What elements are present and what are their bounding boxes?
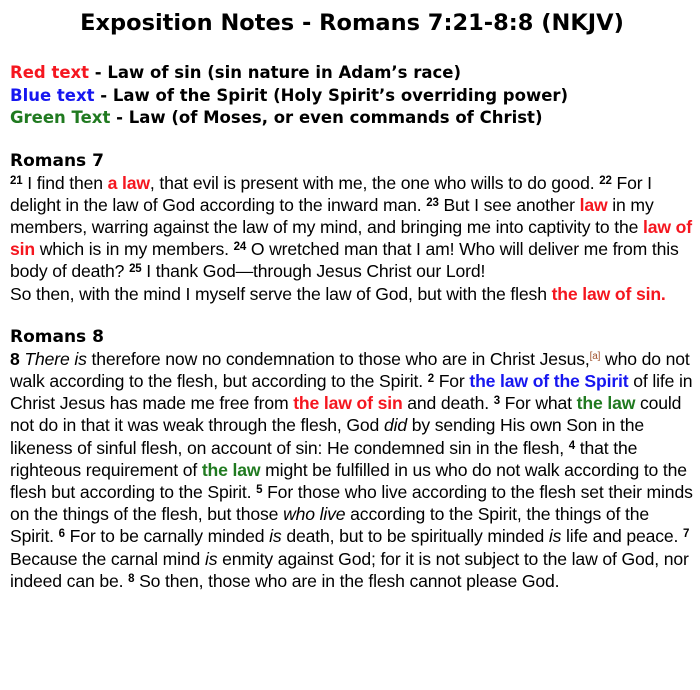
passage-text: who do not walk according to the flesh, but according to the Spirit. [10,348,690,391]
legend-item-red [10,62,694,85]
passage-text: For [433,370,470,391]
passage-text: For to be carnally minded [64,526,270,547]
passage-text: life and peace. [561,526,683,547]
verse-number: 23 [426,196,439,209]
legend-label-green: Green Text [10,108,111,127]
passage-text: , that evil is present with me, the one who wills to do good. [149,172,600,193]
law-of-sin-text: a law [107,172,150,193]
passage-text: I thank God—through Jesus Christ our Lord! [141,261,486,282]
verse-number: 5 [256,483,263,496]
passage-text: of life in Christ Jesus has made me free from [10,370,693,414]
passage-text: For I delight in the law of God according to the inward man. [10,172,652,215]
passage-text: For those who live according to the flesh set their minds on the things of the flesh, but those [10,481,693,525]
verse-number: 3 [493,395,500,408]
section-romans-8 [10,326,694,592]
italic-text: There is [24,348,87,369]
passage-text: So then, with the mind I myself serve the law of God, but with the flesh [10,283,552,304]
passage-text: according to the Spirit, the things of the Spirit. [10,504,650,547]
page-title: Exposition Notes - Romans 7:21-8:8 (NKJV) [80,10,624,36]
legend-meaning-red: Law of sin (sin nature in Adam’s race) [107,63,462,82]
italic-text: is [548,526,562,547]
passage-text: enmity against God; for it is not subject to the law of God, nor indeed can be. [10,548,689,591]
passage-text: I find then [22,172,108,193]
legend-item-blue [10,85,694,108]
passage-text: But I see another [438,194,580,215]
scripture-passage [10,348,694,592]
passage-text: So then, those who are in the flesh cannot please God. [134,570,560,591]
passage-text: For what [499,393,577,414]
legend-meaning-blue: Law of the Spirit (Holy Spirit’s overriding power) [112,85,569,105]
law-of-sin-text: law of sin [10,216,692,260]
verse-number: 6 [58,528,65,541]
legend-meaning-green: Law (of Moses, or even commands of Christ) [128,108,543,127]
passage-text: by sending His own Son in the likeness of sinful flesh, on account of sin: He condemned sin in the flesh, [10,415,645,458]
passage-text: which is in my members. [34,239,234,260]
document-page [10,0,694,592]
passage-text: might be fulfilled in us who do not walk according to the flesh but according to the Spirit. [10,459,687,502]
legend-label-blue: Blue text [10,85,95,105]
law-of-moses-text: the law [201,459,261,480]
section-heading: Romans 8 [10,326,104,347]
verse-number: 4 [568,439,576,452]
passage-text: therefore now no condemnation to those who are in Christ Jesus, [86,348,590,369]
verse-number: 8 [128,572,135,585]
law-of-sin-text: the law of sin [293,393,403,414]
legend-separator: - [110,108,129,127]
passage-text: death, but to be spiritually minded [281,526,549,547]
verse-number: 25 [129,263,142,276]
passage-text: O wretched man that I am! Who will deliver me from this body of death? [10,239,679,282]
color-legend [10,62,694,130]
passage-text: could not do in that it was weak through the flesh, God [10,393,682,436]
law-of-sin-text: law [579,194,608,215]
verse-number: 22 [599,174,612,187]
italic-text: did [383,415,407,436]
chapter-number: 8 [10,348,20,369]
legend-separator: - [89,63,108,82]
passage-text: and death. [402,393,494,414]
section-romans-7 [10,150,694,305]
passage-text: that the righteous requirement of [10,437,638,480]
italic-text: who live [283,504,346,525]
verse-number: 2 [427,372,434,385]
legend-separator: - [94,85,113,105]
legend-label-red: Red text [10,63,90,82]
law-of-sin-text: the law of sin. [551,283,666,304]
law-of-moses-text: the law [576,393,636,414]
footnote-link[interactable]: [a] [589,350,601,362]
verse-number: 7 [682,528,690,541]
passage-text: Because the carnal mind [10,548,205,569]
passage-text: in my members, warring against the law of my mind, and bringing me into captivity to the [10,194,654,237]
section-heading: Romans 7 [10,150,104,171]
law-of-spirit-text: the law of the Spirit [469,370,629,391]
italic-text: is [204,548,218,569]
italic-text: is [269,526,282,547]
verse-number: 21 [10,174,23,187]
legend-item-green [10,107,694,130]
verse-number: 24 [233,241,247,254]
scripture-passage [10,172,694,305]
